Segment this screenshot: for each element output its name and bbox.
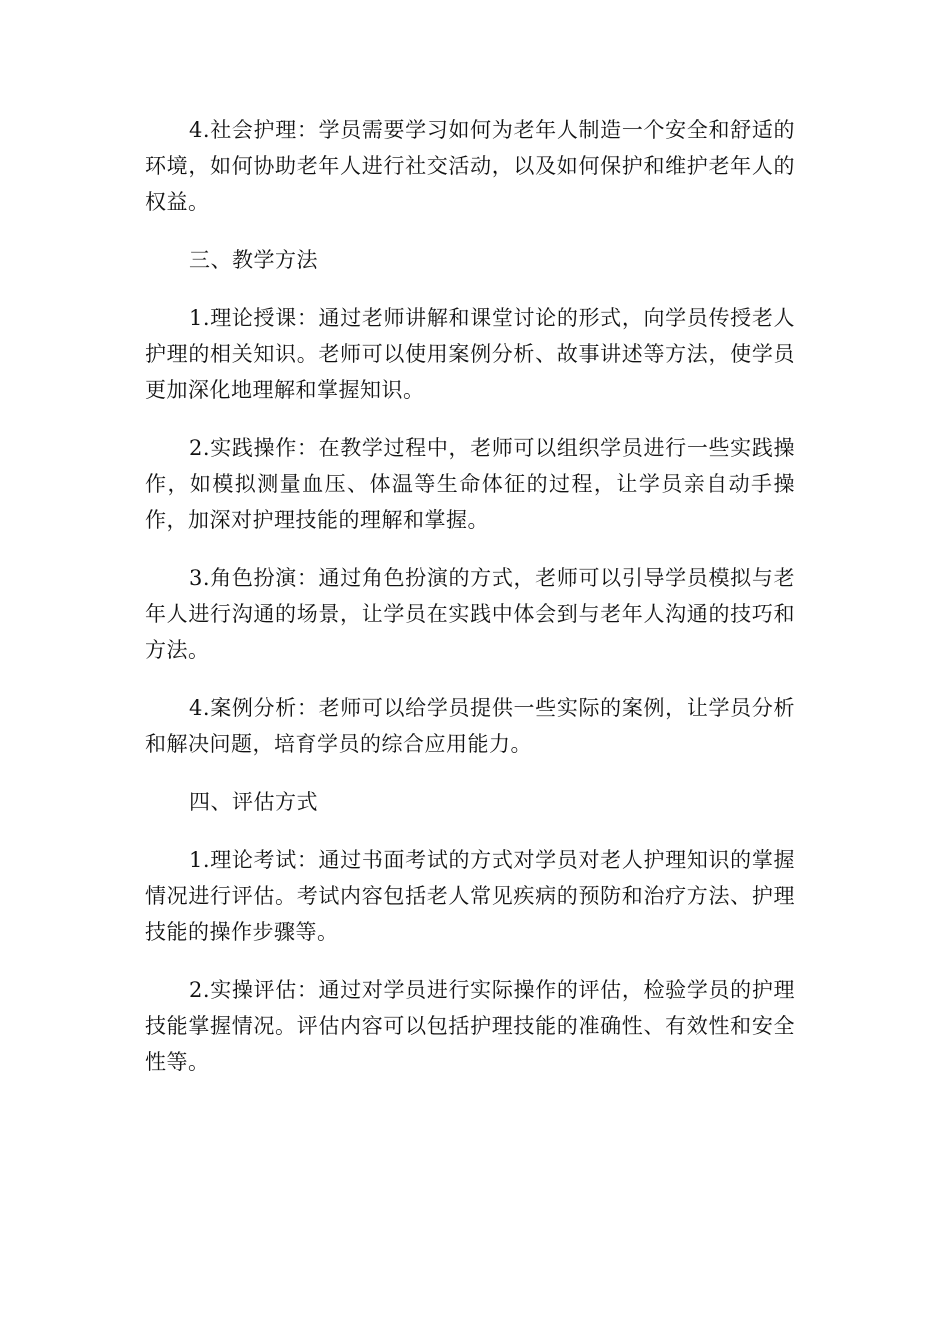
document-body <box>145 112 795 1102</box>
paragraph-practical-assessment: 2.实操评估：通过对学员进行实际操作的评估，检验学员的护理技能掌握情况。评估内容可以包括护理技能的准确性、有效性和安全性等。 <box>145 978 795 1074</box>
section-heading-assessment: 四、评估方式 <box>189 790 318 814</box>
paragraph-practical-operation: 2.实践操作：在教学过程中，老师可以组织学员进行一些实践操作，如模拟测量血压、体温等生命体征的过程，让学员亲自动手操作，加深对护理技能的理解和掌握。 <box>145 436 795 532</box>
paragraph-theory-lecture: 1.理论授课：通过老师讲解和课堂讨论的形式，向学员传授老人护理的相关知识。老师可以使用案例分析、故事讲述等方法，使学员更加深化地理解和掌握知识。 <box>145 306 795 402</box>
paragraph-social-care: 4.社会护理：学员需要学习如何为老年人制造一个安全和舒适的环境，如何协助老年人进行社交活动，以及如何保护和维护老年人的权益。 <box>145 118 795 214</box>
paragraph-role-play: 3.角色扮演：通过角色扮演的方式，老师可以引导学员模拟与老年人进行沟通的场景，让学员在实践中体会到与老年人沟通的技巧和方法。 <box>145 566 795 662</box>
section-heading-teaching-methods: 三、教学方法 <box>189 248 318 272</box>
paragraph-theory-exam: 1.理论考试：通过书面考试的方式对学员对老人护理知识的掌握情况进行评估。考试内容包括老人常见疾病的预防和治疗方法、护理技能的操作步骤等。 <box>145 848 795 944</box>
paragraph-case-analysis: 4.案例分析：老师可以给学员提供一些实际的案例，让学员分析和解决问题，培育学员的综合应用能力。 <box>145 696 795 756</box>
